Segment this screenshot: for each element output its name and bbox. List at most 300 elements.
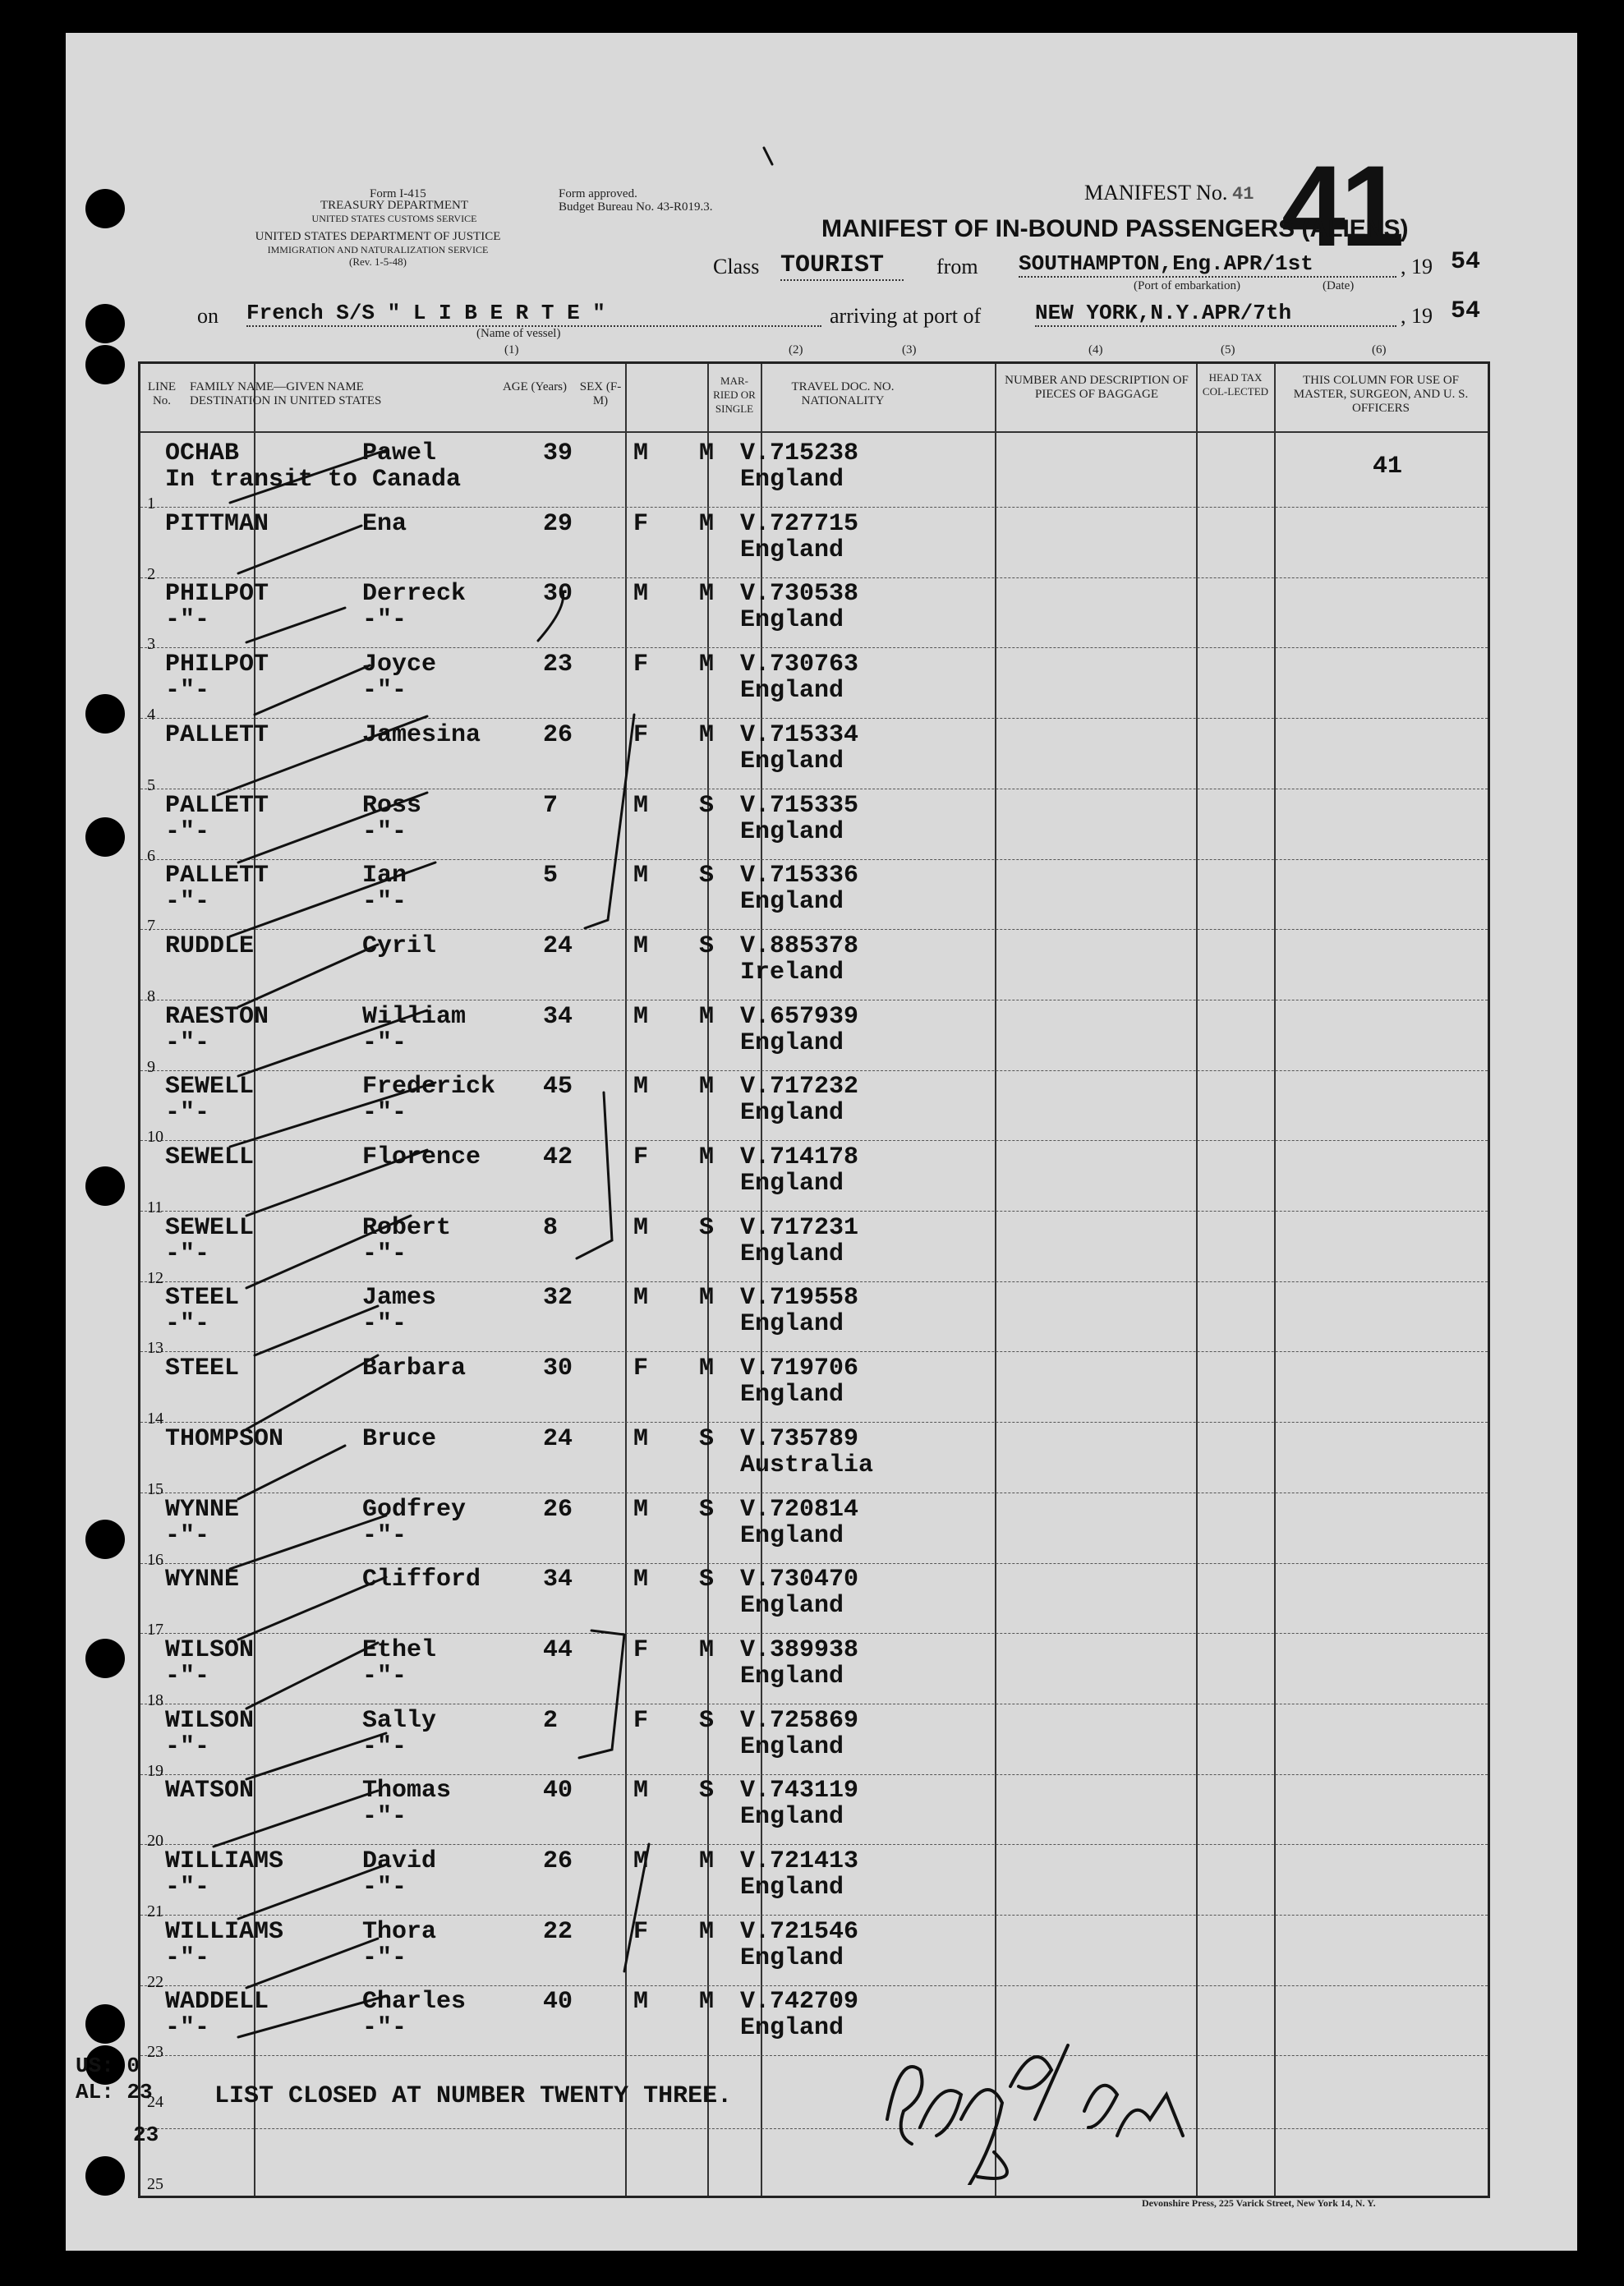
line-number: 7 [147,917,155,936]
officer-note: 41 [1373,453,1403,481]
manifest-no-big: 41 [1281,141,1400,270]
sex: M [633,1073,649,1102]
dept-treasury: TREASURY DEPARTMENT [320,199,469,212]
age: 2 [543,1706,559,1735]
sex: F [633,720,649,749]
travel-doc-no: V.719558 [740,1284,859,1313]
destination: In transit to Canada [165,466,462,494]
col-header-officers: THIS COLUMN FOR USE OF MASTER, SURGEON, AND U. S. OFFICERS [1293,374,1469,415]
given-name: Ross [362,791,422,820]
punch-hole [85,2004,125,2044]
marital-status: S [699,1566,715,1594]
destination: -"- [165,1943,210,1972]
arriving-label: arriving at port of [830,304,982,328]
punch-hole [85,1520,125,1559]
sex: F [633,1635,649,1664]
surname: PALLETT [165,720,269,749]
destination: -"- [165,817,210,846]
surname: WILSON [165,1706,255,1735]
marital-status: M [699,1355,715,1383]
destination: -"- [165,1874,210,1902]
surname: WILSON [165,1635,255,1664]
punch-hole [85,189,125,228]
age: 39 [543,439,573,467]
nationality: England [740,1874,844,1902]
marital-status: M [699,1635,715,1664]
form-revision: (Rev. 1-5-48) [349,255,407,268]
marital-status: M [699,1073,715,1102]
surname: SEWELL [165,1143,255,1171]
surname: PHILPOT [165,580,269,609]
given-name: James [362,1284,437,1313]
sex: F [633,651,649,679]
nationality: England [740,1381,844,1410]
surname: STEEL [165,1355,240,1383]
tally-us: US: 0 [76,2054,140,2078]
travel-doc-no: V.717232 [740,1073,859,1102]
nationality: England [740,747,844,775]
travel-doc-no: V.715336 [740,862,859,890]
line-number: 1 [147,494,155,513]
punch-hole [85,817,125,857]
given-ditto: -"- [362,1521,407,1550]
sex: M [633,439,649,467]
travel-doc-no: V.730538 [740,580,859,609]
line-number: 16 [147,1550,163,1569]
line-number: 12 [147,1268,163,1287]
given-name: Derreck [362,580,467,609]
sex: F [633,1917,649,1946]
given-ditto: -"- [362,1874,407,1902]
sex: F [633,1355,649,1383]
line-number: 20 [147,1832,163,1851]
sex: M [633,1495,649,1524]
col-header-sex: SEX (F-M) [579,380,622,407]
nationality: England [740,1099,844,1128]
punch-hole [85,2156,125,2196]
col-num-1: (1) [504,343,519,356]
age: 22 [543,1917,573,1946]
table-row [140,1562,1488,1640]
vessel-caption: (Name of vessel) [476,327,561,340]
given-name: Jamesina [362,720,481,749]
year-value-2: 54 [1451,297,1481,325]
manifest-title: MANIFEST OF IN-BOUND PASSENGERS (ALIENS) [821,215,1409,242]
nationality: England [740,1732,844,1761]
nationality: England [740,536,844,564]
surname: WILLIAMS [165,1847,284,1875]
nationality: England [740,2014,844,2043]
line-number: 5 [147,775,155,794]
given-ditto: -"- [362,1099,407,1128]
destination: -"- [165,606,210,635]
punch-hole [85,304,125,343]
table-row [140,1281,1488,1358]
sex: F [633,1706,649,1735]
form-approved: Form approved. [559,187,637,200]
on-label: on [197,304,219,328]
sex: M [633,1424,649,1453]
nationality: Australia [740,1451,874,1479]
table-row-closing [140,2058,1488,2129]
line-number: 4 [147,706,155,724]
marital-status: M [699,1847,715,1875]
closing-statement: LIST CLOSED AT NUMBER TWENTY THREE. [214,2082,733,2110]
surname: WYNNE [165,1495,240,1524]
table-row [140,1422,1488,1498]
travel-doc-no: V.721413 [740,1847,859,1875]
marital-status: S [699,1777,715,1805]
marital-status: M [699,509,715,538]
table-row [140,1351,1488,1428]
sex: M [633,931,649,960]
given-name: Ena [362,509,407,538]
table-row [140,1633,1488,1709]
destination: -"- [165,1662,210,1690]
table-row [140,858,1488,936]
given-ditto: -"- [362,1240,407,1268]
marital-status: M [699,1988,715,2017]
punch-hole [85,345,125,384]
given-ditto: -"- [362,1732,407,1761]
table-row [140,1069,1488,1147]
given-ditto: -"- [362,1662,407,1690]
punch-hole [85,1166,125,1206]
surname: PHILPOT [165,651,269,679]
nationality: England [740,817,844,846]
destination: -"- [165,2014,210,2043]
given-ditto: -"- [362,1943,407,1972]
line-number: 25 [147,2175,163,2193]
line-number: 13 [147,1339,163,1358]
nationality: England [740,1310,844,1339]
age: 29 [543,509,573,538]
surname: RUDDLE [165,931,255,960]
line-number: 8 [147,987,155,1005]
destination: -"- [165,1028,210,1057]
given-name: Godfrey [362,1495,467,1524]
table-row [140,1704,1488,1780]
marital-status: S [699,862,715,890]
travel-doc-no: V.730763 [740,651,859,679]
given-name: Ethel [362,1635,437,1664]
nationality: England [740,1240,844,1268]
sex: M [633,1777,649,1805]
travel-doc-no: V.727715 [740,509,859,538]
sex: M [633,791,649,820]
line-number: 6 [147,846,155,865]
nationality: England [740,1170,844,1198]
passenger-table [138,361,1490,2198]
age: 26 [543,1495,573,1524]
marital-status: S [699,931,715,960]
destination: -"- [165,1099,210,1128]
age: 7 [543,791,559,820]
table-row [140,1493,1488,1569]
age: 30 [543,580,573,609]
given-name: Joyce [362,651,437,679]
table-row [140,436,1488,513]
marital-status: M [699,1002,715,1031]
travel-doc-no: V.657939 [740,1002,859,1031]
marital-status: S [699,1706,715,1735]
table-row [140,577,1488,654]
destination: -"- [165,1240,210,1268]
travel-doc-no: V.715334 [740,720,859,749]
age: 30 [543,1355,573,1383]
age: 44 [543,1635,573,1664]
table-row [140,647,1488,724]
sex: M [633,862,649,890]
arrival-value: NEW YORK,N.Y.APR/7th [1035,301,1396,327]
given-name: Cyril [362,931,437,960]
destination: -"- [165,888,210,917]
age: 24 [543,931,573,960]
nationality: Ireland [740,958,844,987]
travel-doc-no: V.735789 [740,1424,859,1453]
class-label: Class [713,255,760,278]
punch-hole [85,694,125,734]
col-header-age: AGE (Years) [502,380,568,393]
age: 24 [543,1424,573,1453]
marital-status: M [699,720,715,749]
age: 42 [543,1143,573,1171]
nationality: England [740,1028,844,1057]
table-row [140,789,1488,865]
given-name: Barbara [362,1355,467,1383]
given-name: Florence [362,1143,481,1171]
travel-doc-no: V.721546 [740,1917,859,1946]
dept-justice: UNITED STATES DEPARTMENT OF JUSTICE [255,230,501,243]
col-num-5: (5) [1221,343,1235,356]
given-ditto: -"- [362,888,407,917]
line-number: 18 [147,1690,163,1709]
from-label: from [936,255,978,278]
surname: SEWELL [165,1073,255,1102]
given-name: Bruce [362,1424,437,1453]
given-ditto: -"- [362,817,407,846]
given-ditto: -"- [362,606,407,635]
marital-status: M [699,439,715,467]
age: 26 [543,720,573,749]
sex: M [633,1213,649,1242]
sex: M [633,1002,649,1031]
travel-doc-no: V.730470 [740,1566,859,1594]
given-name: Thora [362,1917,437,1946]
dept-customs: UNITED STATES CUSTOMS SERVICE [311,213,477,224]
surname: OCHAB [165,439,240,467]
sex: M [633,1566,649,1594]
nationality: England [740,888,844,917]
travel-doc-no: V.715238 [740,439,859,467]
destination: -"- [165,1310,210,1339]
marital-status: S [699,1424,715,1453]
given-ditto: -"- [362,1028,407,1057]
table-row [140,1211,1488,1287]
year-label-2: , 19 [1401,304,1433,328]
tally-al: AL: 23 [76,2080,153,2104]
table-row [140,1915,1488,1991]
line-number: 19 [147,1761,163,1780]
table-row [140,1844,1488,1920]
given-ditto: -"- [362,2014,407,2043]
travel-doc-no: V.715335 [740,791,859,820]
age: 40 [543,1777,573,1805]
given-name: Pawel [362,439,437,467]
surname: PITTMAN [165,509,269,538]
nationality: England [740,1803,844,1832]
port-caption: (Port of embarkation) [1134,279,1240,292]
line-number: 2 [147,564,155,583]
sex: M [633,1847,649,1875]
travel-doc-no: V.885378 [740,931,859,960]
given-ditto: -"- [362,1803,407,1832]
surname: WILLIAMS [165,1917,284,1946]
sex: F [633,509,649,538]
line-number: 24 [147,2093,163,2111]
col-header-married: MAR-RIED OR SINGLE [713,375,756,415]
surname: WADDELL [165,1988,269,2017]
manifest-no-small: 41 [1232,184,1254,205]
surname: WYNNE [165,1566,240,1594]
surname: STEEL [165,1284,240,1313]
age: 34 [543,1566,573,1594]
sex: M [633,580,649,609]
travel-doc-no: V.742709 [740,1988,859,2017]
table-row [140,929,1488,1005]
col-header-line: LINE No. [147,380,177,407]
table-row [140,1140,1488,1217]
marital-status: M [699,1917,715,1946]
table-row [140,1000,1488,1076]
age: 34 [543,1002,573,1031]
surname: THOMPSON [165,1424,284,1453]
year-label: , 19 [1401,255,1433,278]
col-header-baggage: NUMBER AND DESCRIPTION OF PIECES OF BAGGAGE [1005,374,1189,401]
nationality: England [740,466,844,494]
embarkation-value: SOUTHAMPTON,Eng.APR/1st [1019,251,1396,278]
travel-doc-no: V.725869 [740,1706,859,1735]
surname: PALLETT [165,862,269,890]
line-number: 10 [147,1128,163,1147]
travel-doc-no: V.714178 [740,1143,859,1171]
age: 8 [543,1213,559,1242]
nationality: England [740,1592,844,1621]
table-row [140,1773,1488,1851]
col-num-3: (3) [902,343,917,356]
age: 40 [543,1988,573,2017]
destination: -"- [165,677,210,706]
marital-status: M [699,1143,715,1171]
col-num-2: (2) [789,343,803,356]
given-name: Clifford [362,1566,481,1594]
dept-immigration: IMMIGRATION AND NATURALIZATION SERVICE [267,244,489,255]
nationality: England [740,1662,844,1690]
col-num-6: (6) [1372,343,1387,356]
line-number: 15 [147,1479,163,1498]
destination: -"- [165,1521,210,1550]
nationality: England [740,606,844,635]
given-ditto: -"- [362,677,407,706]
travel-doc-no: V.717231 [740,1213,859,1242]
col-header-name: FAMILY NAME—GIVEN NAME DESTINATION IN UNITED STATES [190,380,382,407]
line-number: 17 [147,1621,163,1640]
given-name: William [362,1002,467,1031]
line-number: 21 [147,1902,163,1920]
surname: WATSON [165,1777,255,1805]
travel-doc-no: V.719706 [740,1355,859,1383]
destination: -"- [165,1732,210,1761]
line-number: 22 [147,1972,163,1991]
printer-imprint: Devonshire Press, 225 Varick Street, New York 14, N. Y. [1142,2197,1376,2209]
vessel-value: French S/S " L I B E R T E " [246,301,821,327]
given-name: Charles [362,1988,467,2017]
marital-status: M [699,580,715,609]
given-name: Ian [362,862,407,890]
given-name: Robert [362,1213,452,1242]
col-header-tax: HEAD TAX COL-LECTED [1202,371,1269,398]
signature-image [871,2021,1216,2185]
age: 32 [543,1284,573,1313]
table-row [140,718,1488,794]
age: 23 [543,651,573,679]
age: 26 [543,1847,573,1875]
marital-status: S [699,791,715,820]
nationality: England [740,677,844,706]
travel-doc-no: V.720814 [740,1495,859,1524]
year-value: 54 [1451,248,1481,276]
line-number: 23 [147,2043,163,2062]
table-row [140,507,1488,583]
marital-status: S [699,1495,715,1524]
given-name: David [362,1847,437,1875]
surname: PALLETT [165,791,269,820]
date-caption: (Date) [1323,279,1355,292]
given-name: Thomas [362,1777,452,1805]
age: 5 [543,862,559,890]
line-number: 14 [147,1410,163,1428]
travel-doc-no: V.389938 [740,1635,859,1664]
nationality: England [740,1943,844,1972]
form-id: Form I-415 [370,187,426,200]
marital-status: S [699,1213,715,1242]
tally-total: 23 [133,2123,159,2147]
marital-status: M [699,651,715,679]
col-num-4: (4) [1088,343,1103,356]
line-number: 11 [147,1198,163,1217]
col-header-doc: TRAVEL DOC. NO. NATIONALITY [791,380,895,407]
surname: SEWELL [165,1213,255,1242]
surname: RAESTON [165,1002,269,1031]
given-ditto: -"- [362,1310,407,1339]
sex: M [633,1284,649,1313]
nationality: England [740,1521,844,1550]
budget-bureau: Budget Bureau No. 43-R019.3. [559,200,713,214]
travel-doc-no: V.743119 [740,1777,859,1805]
sex: M [633,1988,649,2017]
class-value: TOURIST [780,251,904,281]
age: 45 [543,1073,573,1102]
given-name: Frederick [362,1073,496,1102]
marital-status: M [699,1284,715,1313]
manifest-no-label: MANIFEST No. [1084,181,1228,205]
given-name: Sally [362,1706,437,1735]
sex: F [633,1143,649,1171]
table-row [140,1985,1488,2062]
table-row-last [140,2128,1488,2196]
line-number: 9 [147,1057,155,1076]
line-number: 3 [147,635,155,654]
